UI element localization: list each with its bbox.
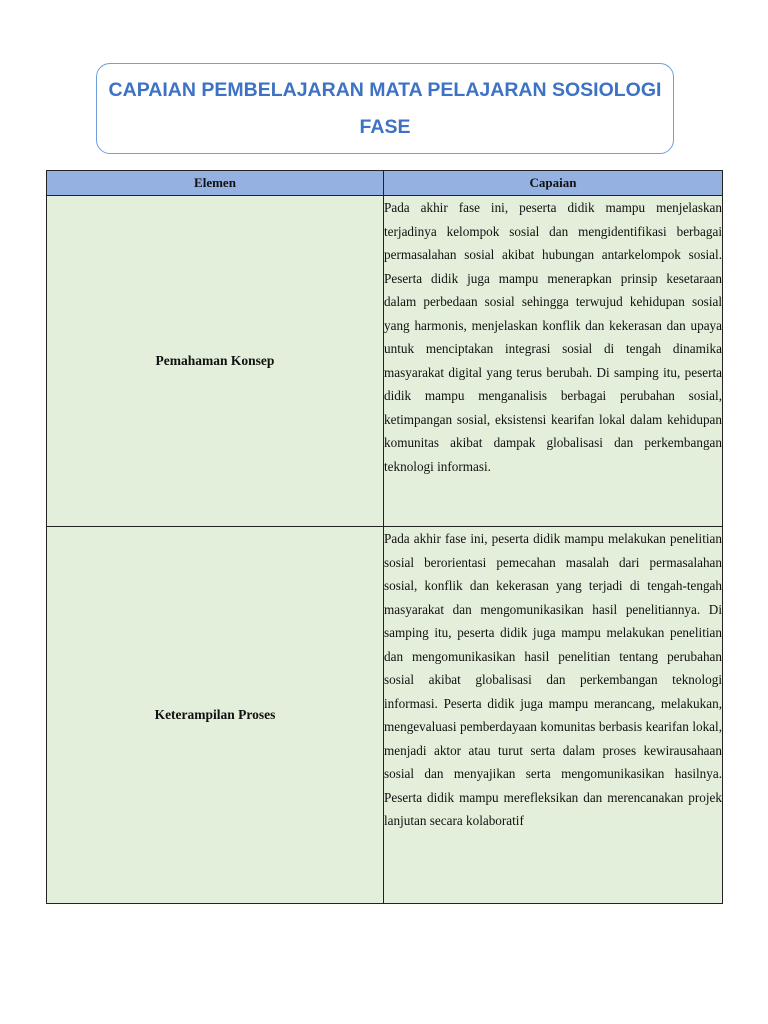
header-elemen: Elemen <box>47 171 384 196</box>
capaian-cell-pemahaman-konsep: Pada akhir fase ini, peserta didik mampu menjelaskan terjadinya kelompok sosial dan mengidentifikasi berbagai permasalahan sosial akibat hubungan antarkelompok sosial. Peserta didik juga mampu menerapkan prinsip kesetaraan dalam perbedaan sosial sehingga terwujud kehidupan sosial yang harmonis, menjelaskan konflik dan kekerasan dan upaya untuk menciptakan integrasi sosial di tengah dinamika masyarakat digital yang terus berubah. Di samping itu, peserta didik mampu menganalisis berbagai perubahan sosial, ketimpangan sosial, eksistensi kearifan lokal dalam kehidupan komunitas akibat dampak globalisasi dan perkembangan teknologi informasi. <box>384 196 723 527</box>
capaian-cell-keterampilan-proses: Pada akhir fase ini, peserta didik mampu melakukan penelitian sosial berorientasi pemecahan masalah dari permasalahan sosial, konflik dan kekerasan yang terjadi di tengah-tengah masyarakat dan mengomunikasikan hasil penelitiannya. Di samping itu, peserta didik juga mampu melakukan penelitian dan mengomunikasikan hasil penelitian tentang perubahan sosial akibat globalisasi dan perkembangan teknologi informasi. Peserta didik juga mampu merancang, melakukan, mengevaluasi pemberdayaan komunitas berbasis kearifan lokal, menjadi aktor atau turut serta dalam proses kewirausahaan sosial dan menyajikan serta mengomunikasikan hasilnya. Peserta didik mampu merefleksikan dan merencanakan projek lanjutan secara kolaboratif <box>384 527 723 904</box>
title-box <box>96 63 674 154</box>
document-title-line-1: CAPAIAN PEMBELAJARAN MATA PELAJARAN SOSIOLOGI <box>108 78 662 101</box>
header-capaian: Capaian <box>384 171 723 196</box>
capaian-table <box>46 170 723 904</box>
table-row <box>47 196 723 527</box>
table-row <box>47 527 723 904</box>
table-header-row <box>47 171 723 196</box>
elemen-cell-pemahaman-konsep: Pemahaman Konsep <box>47 196 384 527</box>
elemen-cell-keterampilan-proses: Keterampilan Proses <box>47 527 384 904</box>
document-title-line-2: FASE <box>359 115 411 138</box>
